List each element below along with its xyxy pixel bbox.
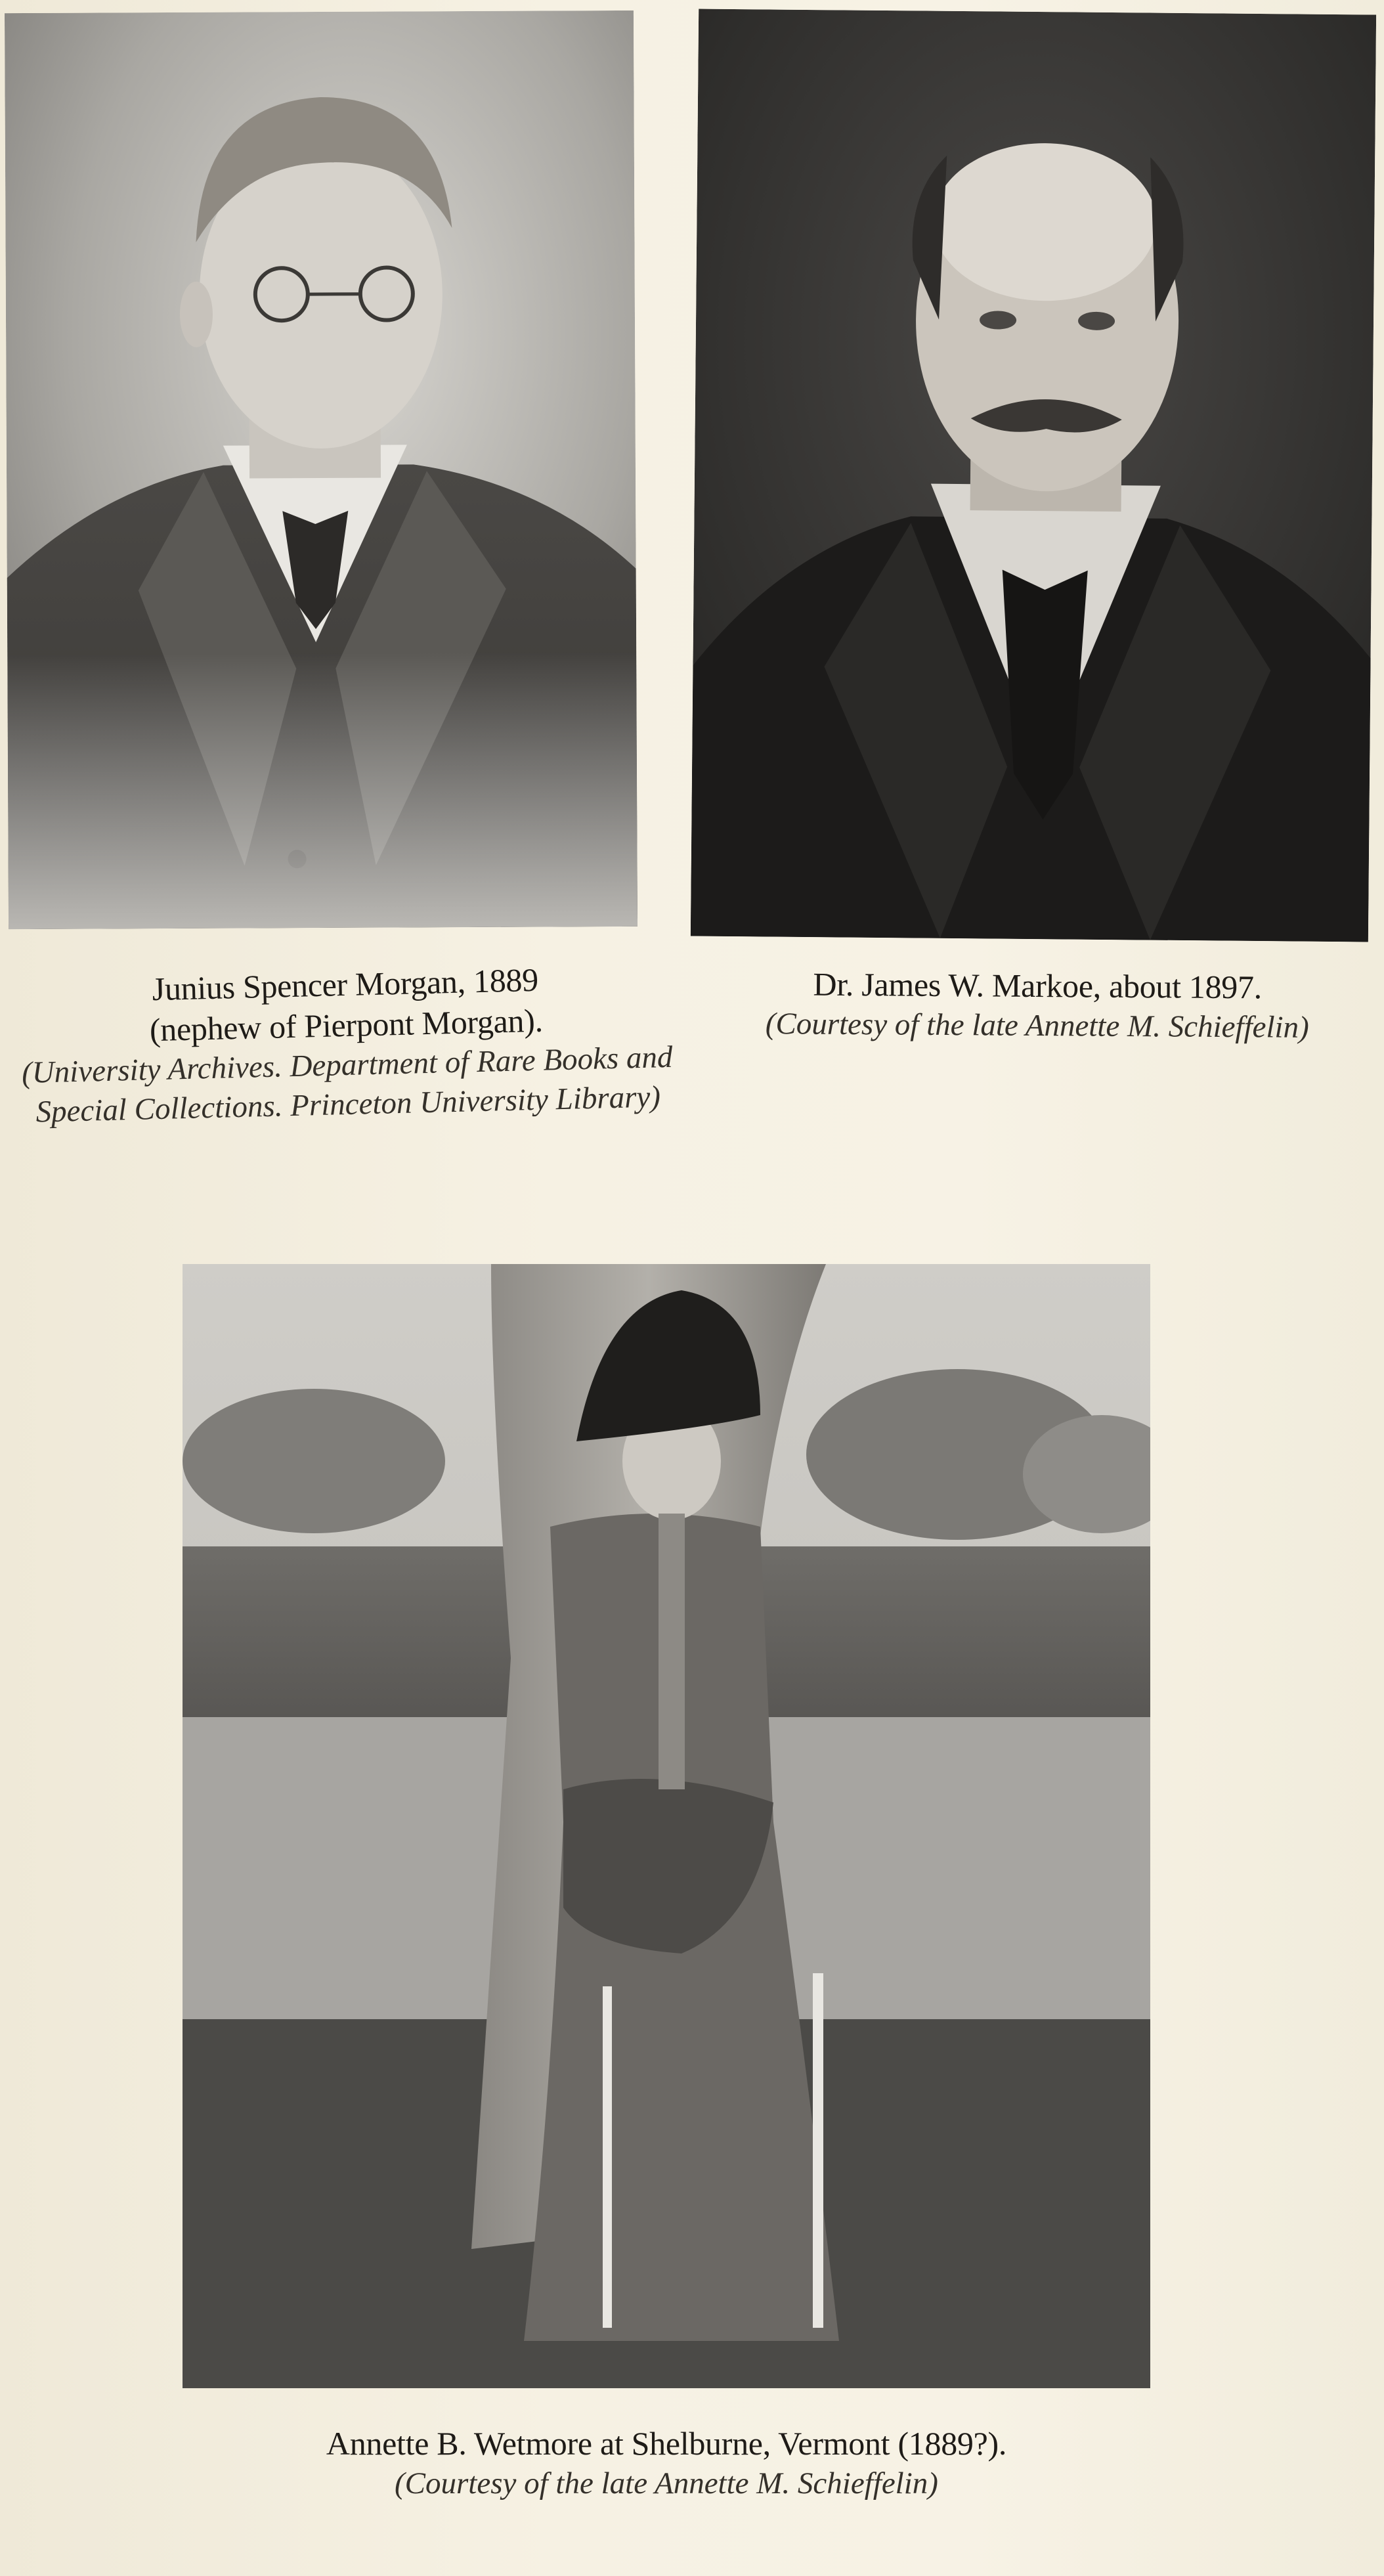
caption-markoe-title: Dr. James W. Markoe, about 1897. <box>813 965 1263 1006</box>
caption-morgan <box>0 955 693 1133</box>
portrait-photo-morgan <box>5 11 638 929</box>
caption-morgan-title: Junius Spencer Morgan, 1889 <box>152 961 539 1008</box>
portrait-photo-wetmore <box>183 1264 1150 2388</box>
caption-wetmore-title: Annette B. Wetmore at Shelburne, Vermont (1889?). <box>326 2425 1007 2462</box>
caption-morgan-credit-2: Special Collections. Princeton University Library) <box>35 1080 661 1129</box>
caption-morgan-credit-1: (University Archives. Department of Rare Books and <box>21 1039 674 1091</box>
caption-markoe-credit: (Courtesy of the late Annette M. Schieffelin) <box>765 1007 1309 1045</box>
caption-markoe <box>709 963 1366 1048</box>
caption-wetmore-credit: (Courtesy of the late Annette M. Schieffelin) <box>395 2466 938 2500</box>
portrait-morgan-image <box>5 11 638 929</box>
caption-wetmore <box>197 2423 1136 2503</box>
caption-morgan-subtitle: (nephew of Pierpont Morgan). <box>149 1001 544 1049</box>
portrait-wetmore-image <box>183 1264 1150 2388</box>
portrait-photo-markoe <box>691 9 1376 942</box>
portrait-markoe-image <box>691 9 1376 942</box>
